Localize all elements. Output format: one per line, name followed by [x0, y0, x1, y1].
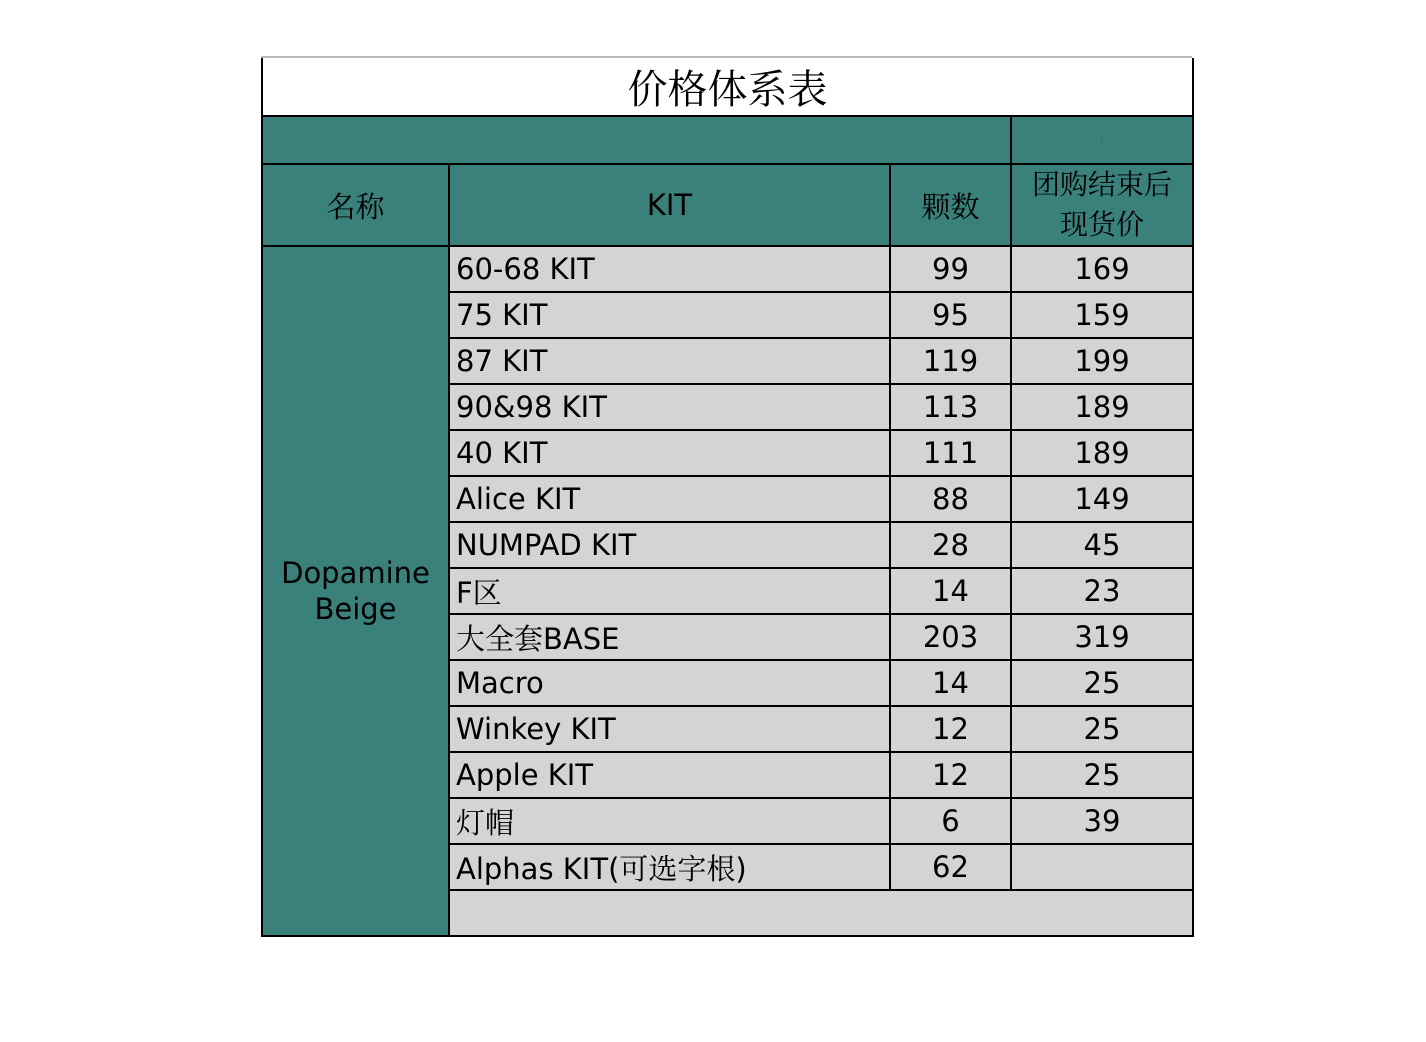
count-cell: 14: [890, 660, 1011, 706]
price-cell: 25: [1011, 706, 1193, 752]
kit-cell: 87 KIT: [449, 338, 890, 384]
price-table: [261, 58, 1194, 937]
kit-cell: 75 KIT: [449, 292, 890, 338]
price-table-sheet: [261, 56, 1192, 967]
price-cell: 159: [1011, 292, 1193, 338]
count-cell: 14: [890, 568, 1011, 614]
header-price: [1011, 164, 1193, 246]
kit-cell: Macro: [449, 660, 890, 706]
count-cell: 119: [890, 338, 1011, 384]
price-cell: 23: [1011, 568, 1193, 614]
table-row: [262, 246, 1193, 292]
kit-cell: F区: [449, 568, 890, 614]
kit-cell: NUMPAD KIT: [449, 522, 890, 568]
count-cell: 113: [890, 384, 1011, 430]
header-price-line2: 现货价: [1059, 208, 1144, 241]
header-count: 颗数: [890, 164, 1011, 246]
price-cell: 25: [1011, 752, 1193, 798]
header-name: 名称: [262, 164, 449, 246]
table-title: 价格体系表: [262, 58, 1193, 116]
header-band: [262, 116, 1011, 164]
count-cell: 62: [890, 844, 1011, 890]
count-cell: 28: [890, 522, 1011, 568]
count-cell: 95: [890, 292, 1011, 338]
kit-cell: Alphas KIT(可选字根): [449, 844, 890, 890]
price-cell: [1011, 844, 1193, 890]
kit-cell: 60-68 KIT: [449, 246, 890, 292]
kit-cell: 90&98 KIT: [449, 384, 890, 430]
kit-cell: Winkey KIT: [449, 706, 890, 752]
kit-cell: 40 KIT: [449, 430, 890, 476]
count-cell: 12: [890, 706, 1011, 752]
price-cell: 39: [1011, 798, 1193, 844]
product-name-line2: Beige: [314, 592, 397, 626]
band-note: ²: [1011, 116, 1193, 164]
price-cell: 319: [1011, 614, 1193, 660]
header-price-line1: 团购结束后: [1031, 168, 1172, 201]
product-name-cell: [262, 246, 449, 936]
price-cell: 25: [1011, 660, 1193, 706]
price-cell: 199: [1011, 338, 1193, 384]
price-cell: 189: [1011, 430, 1193, 476]
price-cell: 189: [1011, 384, 1193, 430]
price-cell: 169: [1011, 246, 1193, 292]
header-kit: KIT: [449, 164, 890, 246]
kit-cell: Apple KIT: [449, 752, 890, 798]
price-cell: 45: [1011, 522, 1193, 568]
count-cell: 12: [890, 752, 1011, 798]
count-cell: 99: [890, 246, 1011, 292]
kit-cell: 灯帽: [449, 798, 890, 844]
count-cell: 111: [890, 430, 1011, 476]
empty-cell: [449, 890, 1193, 936]
count-cell: 203: [890, 614, 1011, 660]
kit-cell: Alice KIT: [449, 476, 890, 522]
count-cell: 88: [890, 476, 1011, 522]
price-cell: 149: [1011, 476, 1193, 522]
count-cell: 6: [890, 798, 1011, 844]
product-name-line1: Dopamine: [281, 556, 430, 590]
kit-cell: 大全套BASE: [449, 614, 890, 660]
